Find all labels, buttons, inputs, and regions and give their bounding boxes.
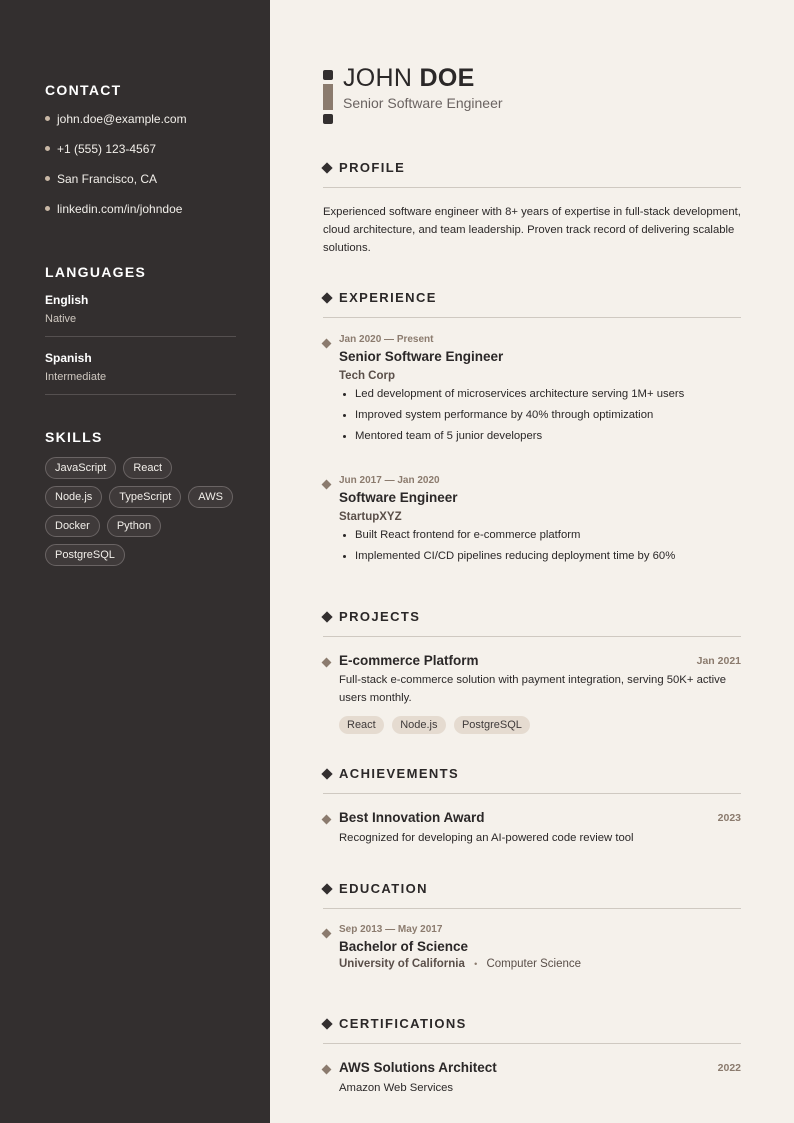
job-bullets [339, 525, 741, 567]
bullet-item: Led development of microservices architecture serving 1M+ users [339, 384, 741, 405]
education-details [339, 958, 741, 970]
job-entry [323, 475, 741, 567]
profile-heading [323, 160, 741, 188]
skill-chip: React [123, 457, 172, 479]
accent-bar-icon [323, 114, 333, 124]
education-entry [323, 924, 741, 970]
contact-list [45, 110, 236, 230]
bullet-item: Mentored team of 5 junior developers [339, 426, 741, 447]
last-name: DOE [419, 64, 475, 92]
language-item [45, 350, 236, 395]
main-content [323, 0, 741, 1094]
bullet-item: Implemented CI/CD pipelines reducing deployment time by 60% [339, 546, 741, 567]
degree: Bachelor of Science [339, 939, 469, 954]
certification-name: AWS Solutions Architect [339, 1060, 497, 1075]
diamond-icon [321, 1018, 332, 1029]
bullet-item: Improved system performance by 40% through optimization [339, 405, 741, 426]
section-title: EXPERIENCE [339, 290, 437, 305]
achievement-description: Recognized for developing an AI-powered code review tool [339, 832, 634, 844]
section-title: CERTIFICATIONS [339, 1016, 467, 1031]
language-level: Intermediate [45, 371, 107, 383]
job-dates: Jun 2017 — Jan 2020 [339, 475, 440, 486]
section-title: PROJECTS [339, 609, 421, 624]
education-section [323, 881, 741, 970]
tech-tag: React [339, 716, 384, 734]
diamond-icon [321, 292, 332, 303]
contact-email[interactable]: john.doe@example.com [45, 110, 236, 140]
skill-chip: Docker [45, 515, 100, 537]
skills-list [45, 457, 235, 566]
skill-chip: PostgreSQL [45, 544, 125, 566]
tech-tag: PostgreSQL [454, 716, 530, 734]
languages-list [45, 292, 236, 395]
contact-location: San Francisco, CA [45, 170, 236, 200]
first-name: JOHN [343, 64, 413, 92]
field-of-study: Computer Science [486, 958, 582, 970]
diamond-icon [321, 768, 332, 779]
job-bullets [339, 384, 741, 447]
experience-heading [323, 290, 741, 318]
project-name: E-commerce Platform [339, 653, 479, 668]
achievements-section [323, 766, 741, 844]
project-date: Jan 2021 [696, 655, 741, 667]
section-title: PROFILE [339, 160, 406, 175]
job-title: Software Engineer [339, 490, 458, 505]
accent-bar-icon [323, 84, 333, 110]
diamond-icon [321, 162, 332, 173]
language-name: Spanish [45, 351, 92, 365]
full-name [343, 64, 475, 93]
projects-heading [323, 609, 741, 637]
job-dates: Jan 2020 — Present [339, 334, 434, 345]
achievements-heading [323, 766, 741, 794]
certification-year: 2022 [717, 1062, 741, 1074]
certification-entry [323, 1060, 741, 1097]
job-title: Senior Software Engineer [339, 349, 504, 364]
section-title: ACHIEVEMENTS [339, 766, 460, 781]
skills-title: SKILLS [45, 429, 103, 445]
projects-section [323, 609, 741, 731]
certification-issuer: Amazon Web Services [339, 1082, 454, 1094]
accent-bar-icon [323, 70, 333, 80]
achievement-name: Best Innovation Award [339, 810, 485, 825]
profile-section [323, 160, 741, 257]
education-dates: Sep 2013 — May 2017 [339, 924, 443, 935]
bullet-item: Built React frontend for e-commerce platform [339, 525, 741, 546]
skill-chip: Python [107, 515, 161, 537]
language-level: Native [45, 313, 77, 325]
company-name: Tech Corp [339, 370, 396, 382]
diamond-icon [321, 883, 332, 894]
contact-phone[interactable]: +1 (555) 123-4567 [45, 140, 236, 170]
resume-header [323, 0, 741, 160]
contact-title: CONTACT [45, 82, 122, 98]
skill-chip: AWS [188, 486, 233, 508]
separator-dot: • [474, 959, 478, 969]
certifications-section [323, 1016, 741, 1094]
profile-text: Experienced software engineer with 8+ years of expertise in full-stack development, cloud architecture, and team leadership. Proven track record of delivering scalable solutions. [323, 206, 741, 254]
languages-title: LANGUAGES [45, 264, 147, 280]
sidebar [0, 0, 270, 1123]
achievement-year: 2023 [717, 812, 741, 824]
skill-chip: JavaScript [45, 457, 116, 479]
skill-chip: Node.js [45, 486, 102, 508]
school-name: University of California [339, 958, 465, 970]
diamond-icon [321, 611, 332, 622]
project-tags [339, 715, 741, 734]
language-name: English [45, 293, 89, 307]
project-entry [323, 653, 741, 734]
contact-linkedin[interactable]: linkedin.com/in/johndoe [45, 200, 236, 230]
achievement-entry [323, 810, 741, 847]
section-title: EDUCATION [339, 881, 428, 896]
certifications-heading [323, 1016, 741, 1044]
experience-section [323, 290, 741, 562]
job-entry [323, 334, 741, 447]
education-heading [323, 881, 741, 909]
job-role: Senior Software Engineer [343, 95, 503, 111]
skill-chip: TypeScript [109, 486, 181, 508]
language-item [45, 292, 236, 337]
company-name: StartupXYZ [339, 511, 402, 523]
tech-tag: Node.js [392, 716, 445, 734]
project-description: Full-stack e-commerce solution with payment integration, serving 50K+ active users monthly. [339, 674, 727, 704]
